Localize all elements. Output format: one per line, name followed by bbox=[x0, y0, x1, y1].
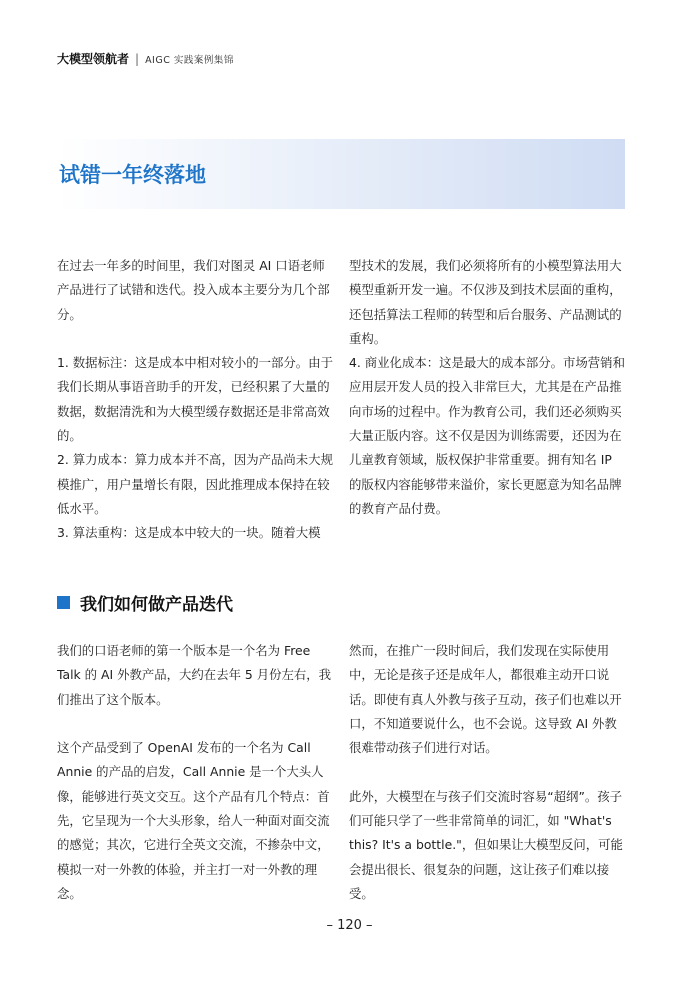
paragraph-gap bbox=[349, 760, 626, 784]
section-title: 试错一年终落地 bbox=[59, 163, 206, 187]
book-title: 大模型领航者 bbox=[57, 52, 130, 66]
paragraph-gap bbox=[57, 712, 333, 736]
header-separator: | bbox=[135, 51, 140, 66]
list-item: 4. 商业化成本：这是最大的成本部分。市场营销和应用层开发人员的投入非常巨大，尤其是在产品推向市场的过程中。作为教育公司，我们还必须购买大量正版内容。这不仅是因为训练需要，还因为在儿童教育领域，版权保护非常重要。拥有知名 IP 的版权内容能够带来溢价，家长更愿意为知名品牌的教育产品付费。 bbox=[349, 355, 625, 516]
subsection-title: 我们如何做产品迭代 bbox=[80, 595, 233, 615]
paragraph: 在过去一年多的时间里，我们对图灵 AI 口语老师产品进行了试错和迭代。投入成本主要分为几个部分。 bbox=[57, 258, 330, 322]
series-title: AIGC 实践案例集锦 bbox=[145, 54, 234, 66]
section-banner bbox=[57, 139, 625, 209]
paragraph: 此外，大模型在与孩子们交流时容易“超纲”。孩子们可能只学了一些非常简单的词汇，如 "What's this? It's a bottle."，但如果让大模型反问，可能会提出很长、很复杂的问题，这让孩子们难以接受。 bbox=[349, 788, 623, 901]
list-item: 2. 算力成本：算力成本并不高，因为产品尚未大规模推广，用户量增长有限，因此推理成本保持在较低水平。 bbox=[57, 452, 333, 516]
paragraph-gap bbox=[57, 327, 334, 351]
square-bullet-icon bbox=[57, 596, 70, 609]
paragraph: 然而，在推广一段时间后，我们发现在实际使用中，无论是孩子还是成年人，都很难主动开口说话。即使有真人外教与孩子互动，孩子们也难以开口，不知道要说什么，也不会说。这导致 AI 外教很难带动孩子们进行对话。 bbox=[349, 643, 622, 756]
subsection-heading bbox=[57, 590, 233, 615]
running-header bbox=[57, 50, 234, 67]
paragraph: 这个产品受到了 OpenAI 发布的一个名为 Call Annie 的产品的启发，Call Annie 是一个大头人像，能够进行英文交互。这个产品有几个特点：首先，它呈现为一个大头形象，给人一种面对面交流的感觉；其次，它进行全英文交流，不掺杂中文，模拟一对一外教的体验，并主打一对一外教的理念。 bbox=[57, 740, 330, 901]
section1-right-column bbox=[349, 254, 626, 521]
paragraph: 型技术的发展，我们必须将所有的小模型算法用大模型重新开发一遍。不仅涉及到技术层面的重构，还包括算法工程师的转型和后台服务、产品测试的重构。 bbox=[349, 258, 622, 346]
list-item: 1. 数据标注：这是成本中相对较小的一部分。由于我们长期从事语音助手的开发，已经积累了大量的数据，数据清洗和为大模型缓存数据还是非常高效的。 bbox=[57, 355, 333, 444]
list-item: 3. 算法重构：这是成本中较大的一块。随着大模 bbox=[57, 525, 321, 541]
paragraph: 我们的口语老师的第一个版本是一个名为 Free Talk 的 AI 外教产品，大约在去年 5 月份左右，我们推出了这个版本。 bbox=[57, 643, 332, 707]
section1-left-column bbox=[57, 254, 334, 546]
section2-right-column bbox=[349, 639, 626, 906]
section2-left-column bbox=[57, 639, 333, 906]
page-number: – 120 – bbox=[326, 918, 373, 933]
